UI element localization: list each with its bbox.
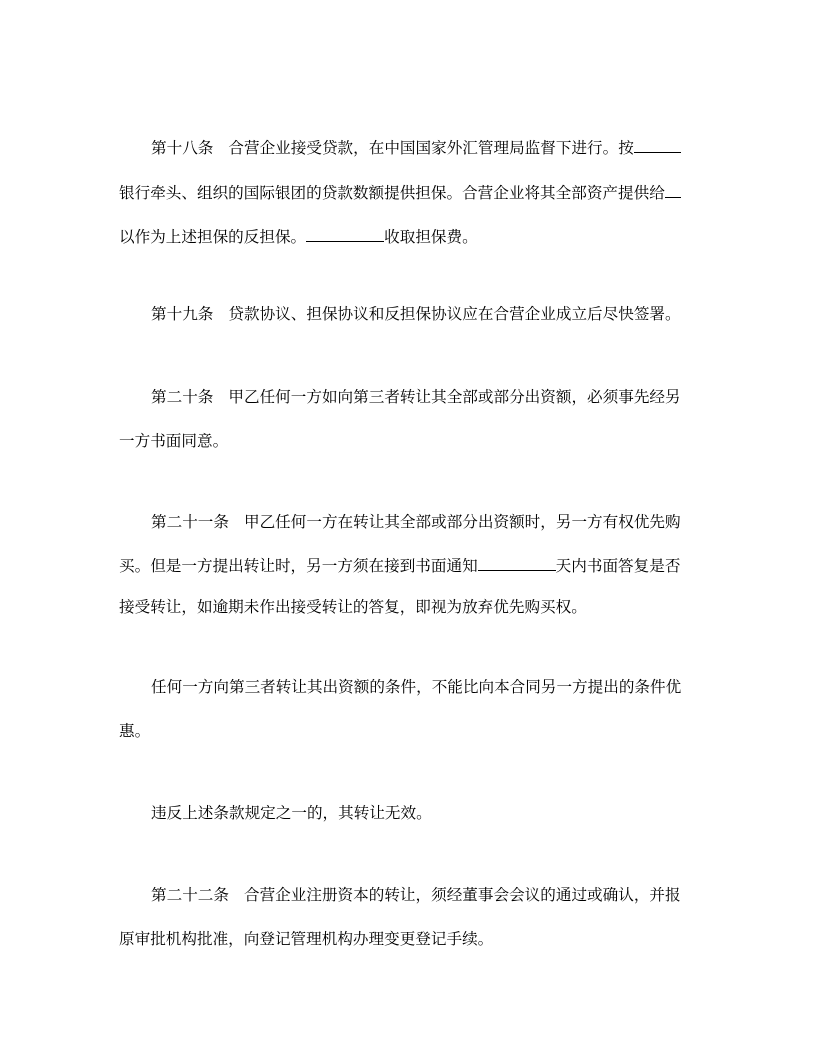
article-21-line-2 xyxy=(119,556,699,576)
article-21-line-3 xyxy=(119,597,699,617)
conditions-line-2 xyxy=(119,721,699,741)
article-21-text-1: 甲乙任何一方在转让其全部或部分出资额时，另一方有权优先购 xyxy=(243,513,681,531)
article-20-text-1: 甲乙任何一方如向第三者转让其全部或部分出资额，必须事先经另 xyxy=(228,388,681,406)
invalidity-line-1 xyxy=(151,803,699,823)
article-18-text-3b: 收取担保费。 xyxy=(384,228,478,246)
conditions-text-1: 任何一方向第三者转让其出资额的条件，不能比向本合同另一方提出的条件优 xyxy=(151,678,682,696)
article-22-number: 第二十二条 xyxy=(151,886,229,904)
article-18-text-1: 合营企业接受贷款，在中国国家外汇管理局监督下进行。按 xyxy=(228,139,634,157)
fill-blank xyxy=(665,183,681,198)
fill-blank xyxy=(306,227,384,242)
article-18-line-1 xyxy=(151,138,699,158)
article-22-text-2: 原审批机构批准，向登记管理机构办理变更登记手续。 xyxy=(119,930,494,948)
article-21-text-2a: 买。但是一方提出转让时，另一方须在接到书面通知 xyxy=(119,557,478,575)
article-20-line-2 xyxy=(119,431,699,451)
fill-blank xyxy=(478,556,556,571)
article-22-line-1 xyxy=(151,885,699,905)
article-22-text-1: 合营企业注册资本的转让，须经董事会会议的通过或确认，并报 xyxy=(243,886,681,904)
article-19-number: 第十九条 xyxy=(151,305,214,323)
article-18-text-2: 银行牵头、组织的国际银团的贷款数额提供担保。合营企业将其全部资产提供给 xyxy=(119,184,665,202)
article-21-line-1 xyxy=(151,512,699,532)
article-18-line-3 xyxy=(119,227,699,247)
article-20-text-2: 一方书面同意。 xyxy=(119,432,229,450)
conditions-line-1 xyxy=(151,677,699,697)
article-18-number: 第十八条 xyxy=(151,139,214,157)
article-19-text-1: 贷款协议、担保协议和反担保协议应在合营企业成立后尽快签署。 xyxy=(228,305,681,323)
article-20-line-1 xyxy=(151,387,699,407)
invalidity-text-1: 违反上述条款规定之一的，其转让无效。 xyxy=(151,804,432,822)
fill-blank xyxy=(634,138,681,153)
article-22-line-2 xyxy=(119,929,699,949)
conditions-text-2: 惠。 xyxy=(119,722,151,740)
article-21-text-2b: 天内书面答复是否 xyxy=(555,557,681,575)
article-18-line-2 xyxy=(119,183,699,203)
article-21-text-3: 接受转让，如逾期未作出接受转让的答复，即视为放弃优先购买权。 xyxy=(119,598,587,616)
article-20-number: 第二十条 xyxy=(151,388,214,406)
article-19-line-1 xyxy=(151,304,699,324)
article-18-text-3a: 以作为上述担保的反担保。 xyxy=(119,228,307,246)
article-21-number: 第二十一条 xyxy=(151,513,229,531)
